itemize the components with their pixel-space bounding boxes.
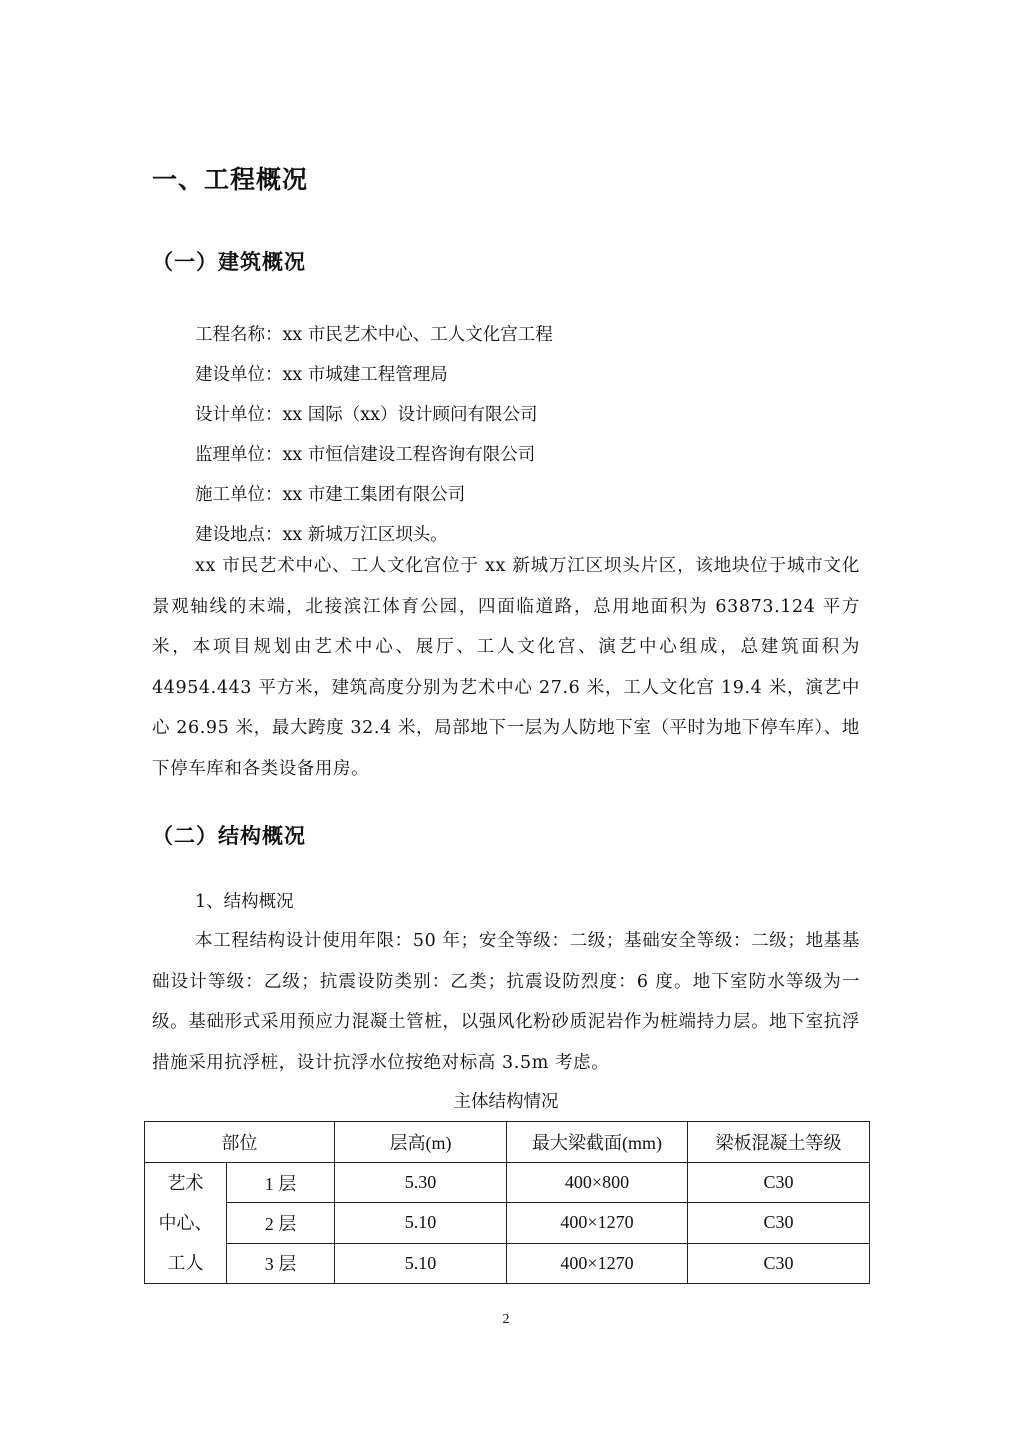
header-concrete-grade: 梁板混凝土等级 (688, 1122, 870, 1163)
grade-cell: C30 (688, 1203, 870, 1243)
structure-description: 本工程结构设计使用年限：50 年；安全等级：二级；基础安全等级：二级；地基基础设计等级：乙级；抗震设防类别：乙类；抗震设防烈度：6 度。地下室防水等级为一级。基础形式采用预应力混凝土管桩，以强风化粉砂质泥岩作为桩端持力层。地下室抗浮措施采用抗浮桩，设计抗浮水位按绝对标高 3.5m 考虑。 (152, 931, 860, 1073)
architecture-description: xx 市民艺术中心、工人文化宫位于 xx 新城万江区坝头片区，该地块位于城市文化景观轴线的末端，北接滨江体育公园，四面临道路，总用地面积为 63873.124 平方米，本项目规划由艺术中心、展厅、工人文化宫、演艺中心组成，总建筑面积为 44954.443 平方米，建筑高度分别为艺术中心 27.6 米，工人文化宫 19.4 米，演艺中心 26.95 米，最大跨度 32.4 米，局部地下一层为人防地下室（平时为地下停车库）、地下停车库和各类设备用房。 (152, 556, 860, 779)
supervision-unit: 监理单位：xx 市恒信建设工程咨询有限公司 (195, 445, 536, 465)
floor-cell: 3 层 (227, 1243, 335, 1283)
header-max-beam-section: 最大梁截面(mm) (507, 1122, 688, 1163)
beam-cell: 400×800 (507, 1163, 688, 1203)
table-caption: 主体结构情况 (453, 1092, 559, 1112)
main-title: 一、工程概况 (152, 165, 309, 194)
part-name-line: 艺术 (167, 1173, 204, 1193)
project-info-list (195, 315, 553, 555)
beam-cell: 400×1270 (507, 1243, 688, 1283)
floor-cell: 2 层 (227, 1203, 335, 1243)
grade-cell: C30 (688, 1243, 870, 1283)
part-name-cell (145, 1163, 227, 1284)
height-cell: 5.10 (335, 1203, 507, 1243)
table-row (145, 1163, 870, 1203)
section-heading-structure: （二）结构概况 (152, 824, 306, 848)
construction-site: 建设地点：xx 新城万江区坝头。 (195, 525, 448, 545)
header-floor-height: 层高(m) (335, 1122, 507, 1163)
beam-cell: 400×1270 (507, 1203, 688, 1243)
structure-subheading: 1、结构概况 (195, 892, 294, 912)
page-number: 2 (502, 1312, 510, 1327)
structure-table (144, 1121, 870, 1284)
table-header-row (145, 1122, 870, 1163)
construction-unit: 建设单位：xx 市城建工程管理局 (195, 365, 448, 385)
height-cell: 5.30 (335, 1163, 507, 1203)
floor-cell: 1 层 (227, 1163, 335, 1203)
contractor-unit: 施工单位：xx 市建工集团有限公司 (195, 485, 466, 505)
section-heading-architecture: （一）建筑概况 (152, 250, 306, 274)
design-unit: 设计单位：xx 国际（xx）设计顾问有限公司 (195, 405, 538, 425)
grade-cell: C30 (688, 1163, 870, 1203)
table-row (145, 1243, 870, 1283)
height-cell: 5.10 (335, 1243, 507, 1283)
part-name-line: 中心、 (158, 1213, 213, 1233)
table-row (145, 1203, 870, 1243)
project-name: 工程名称：xx 市民艺术中心、工人文化宫工程 (195, 325, 553, 345)
header-part: 部位 (145, 1122, 335, 1163)
part-name-line: 工人 (167, 1253, 204, 1273)
